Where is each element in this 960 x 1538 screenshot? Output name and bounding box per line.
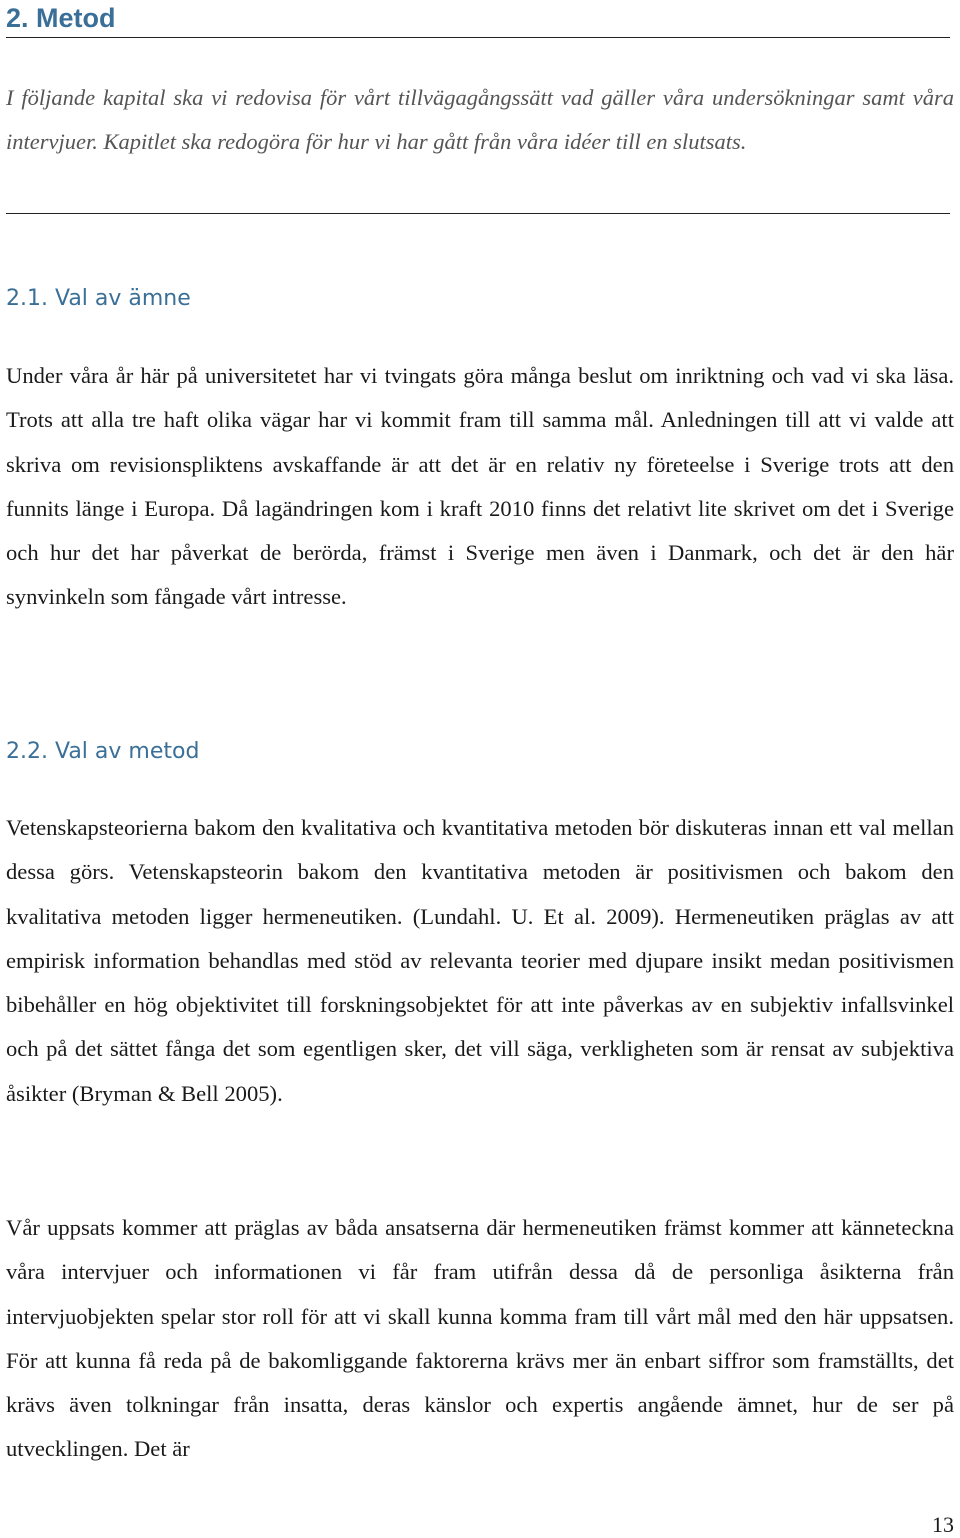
divider-top xyxy=(6,37,950,38)
section-heading-val-av-amne: 2.1. Val av ämne xyxy=(6,286,191,311)
paragraph: Vetenskapsteorierna bakom den kvalitativa och kvantitativa metoden bör diskuteras innan ett val mellan dessa görs. Vetenskapsteorin bakom den kvantitativa metoden är positivismen och bakom den kvalitativa metoden ligger hermeneutiken. (Lundahl. U. Et al. 2009). Hermeneutiken präglas av att empirisk information behandlas med stöd av relevanta teorier med djupare insikt medan positivismen bibehåller en hög objektivitet till forskningsobjektet för att inte påverkas av en subjektiv infallsvinkel och på det sättet fånga det som egentligen sker, det vill säga, verkligheten som är rensat av subjektiva åsikter (Bryman & Bell 2005). xyxy=(6,815,954,1106)
chapter-intro: I följande kapital ska vi redovisa för vårt tillvägagångssätt vad gäller våra undersökningar samt våra intervjuer. Kapitlet ska redogöra för hur vi har gått från våra idéer till en slutsats. xyxy=(6,85,954,154)
document-page xyxy=(6,0,956,1537)
chapter-title: 2. Metod xyxy=(6,3,116,33)
section-heading-val-av-metod: 2.2. Val av metod xyxy=(6,739,200,764)
divider-bottom xyxy=(6,213,950,214)
page-number: 13 xyxy=(932,1512,954,1537)
paragraph: Under våra år här på universitetet har vi tvingats göra många beslut om inriktning och vad vi ska läsa. Trots att alla tre haft olika vägar har vi kommit fram till samma mål. Anledningen till att vi valde att skriva om revisionspliktens avskaffande är att det är en relativ ny företeelse i Sverige trots att den funnits länge i Europa. Då lagändringen kom i kraft 2010 finns det relativt lite skrivet om det i Sverige och hur det har påverkat de berörda, främst i Sverige men även i Danmark, och det är den här synvinkeln som fångade vårt intresse. xyxy=(6,363,954,610)
paragraph: Vår uppsats kommer att präglas av båda ansatserna där hermeneutiken främst kommer att känneteckna våra intervjuer och informationen vi får fram utifrån dessa då de personliga åsikterna från intervjuobjekten spelar stor roll för att vi skall kunna komma fram till vårt mål med den här uppsatsen. För att kunna få reda på de bakomliggande faktorerna krävs mer än enbart siffror som framställts, det krävs även tolkningar från insatta, deras känslor och expertis angående ämnet, hur de ser på utvecklingen. Det är xyxy=(6,1215,954,1462)
